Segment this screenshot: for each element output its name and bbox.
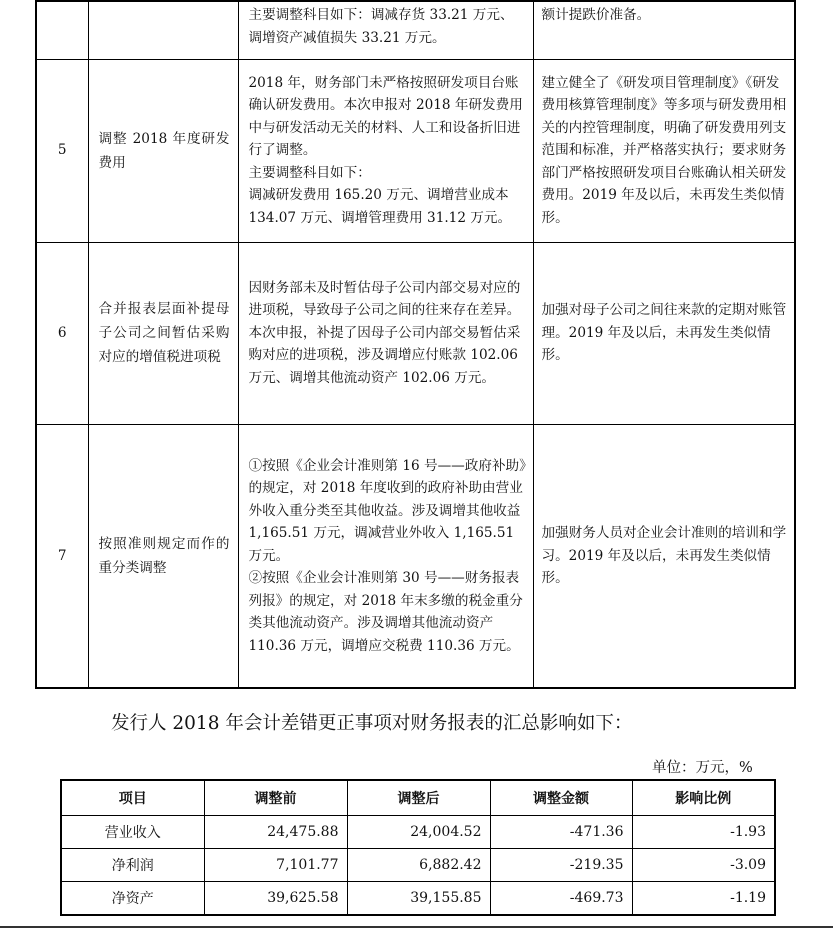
row-measure [533,424,795,688]
row-measure [533,242,795,424]
column-header: 影响比例 [632,780,775,816]
measure-paragraph: 额计提跌价准备。 [541,7,651,23]
table-row [61,882,775,916]
desc-paragraph: 主要调整科目如下：调减存货 33.21 万元、 [248,7,514,23]
cell-value: 39,625.58 [204,882,347,916]
cell-value: -1.93 [632,816,775,849]
table-row [61,816,775,849]
row-number: 5 [36,59,88,242]
desc-paragraph: 本次申报，补提了因母子公司内部交易暂估采购对应的进项税，涉及调增应付账款 102.06 万元、调增其他流动资产 102.06 万元。 [248,324,521,386]
table-row [61,849,775,882]
desc-paragraph: 调减研发费用 165.20 万元、调增营业成本 134.07 万元、调增管理费用 31.12 万元。 [248,187,512,226]
correction-table [35,0,796,689]
cell-value: 7,101.77 [204,849,347,882]
measure-paragraph: 加强财务人员对企业会计准则的培训和学习。2019 年及以后，未再发生类似情形。 [541,525,787,586]
table-row [36,1,795,59]
measure-paragraph: 加强对母子公司之间往来款的定期对账管理。2019 年及以后，未再发生类似情形。 [541,302,787,364]
cell-value: 6,882.42 [347,849,490,882]
row-number: 7 [36,424,88,688]
cell-item: 净利润 [61,849,204,882]
table-row [36,424,795,688]
cell-value: 24,475.88 [204,816,347,849]
row-description [238,242,533,424]
row-description [238,59,533,242]
cell-item: 净资产 [61,882,204,916]
desc-paragraph: ②按照《企业会计准则第 30 号——财务报表列报》的规定，对 2018 年末多缴的税金重分类其他流动资产。涉及调增其他流动资产 110.36 万元，调增应交税费 110.36 万元。 [248,570,523,654]
cell-item: 营业收入 [61,816,204,849]
desc-paragraph: 2018 年，财务部门未严格按照研发项目台账确认研发费用。本次申报对 2018 年研发费用中与研发活动无关的材料、人工和设备折旧进行了调整。 [248,74,523,159]
column-header: 项目 [61,780,204,816]
desc-paragraph: 主要调整科目如下： [248,164,371,181]
desc-paragraph: 因财务部未及时暂估母子公司内部交易对应的进项税，导致母子公司之间的往来存在差异。 [248,279,521,319]
desc-paragraph: ①按照《企业会计准则第 16 号——政府补助》的规定，对 2018 年度收到的政府补助由营业外收入重分类至其他收益。涉及调增其他收益 1,165.51 万元，调减营业外收入 1,165.51 万元。 [248,457,526,564]
cell-value: -471.36 [490,816,632,849]
column-header: 调整前 [204,780,347,816]
row-description [238,424,533,688]
row-description [238,1,533,59]
cell-value: 39,155.85 [347,882,490,916]
row-number: 6 [36,242,88,424]
table-row [36,59,795,242]
measure-paragraph: 建立健全了《研发项目管理制度》《研发费用核算管理制度》等多项与研发费用相关的内控管理制度，明确了研发费用列支范围和标准，并严格落实执行；要求财务部门严格按照研发项目台账确认相关研发费用。2019 年及以后，未再发生类似情形。 [541,74,787,226]
cell-value: -1.19 [632,882,775,916]
summary-heading: 发行人 2018 年会计差错更正事项对财务报表的汇总影响如下： [111,713,633,734]
column-header: 调整后 [347,780,490,816]
column-header: 调整金额 [490,780,632,816]
cell-value: -469.73 [490,882,632,916]
desc-paragraph: 调增资产减值损失 33.21 万元。 [248,29,446,46]
cell-value: -219.35 [490,849,632,882]
unit-label: 单位：万元，% [652,760,753,776]
header-row [61,780,775,816]
cell-value: -3.09 [632,849,775,882]
row-item: 合并报表层面补提母子公司之间暂估采购对应的增值税进项税 [88,242,238,424]
row-measure [533,59,795,242]
row-number [36,1,88,59]
row-item: 调整 2018 年度研发费用 [88,59,238,242]
row-item: 按照准则规定而作的重分类调整 [88,424,238,688]
table-row [36,242,795,424]
row-item [88,1,238,59]
cell-value: 24,004.52 [347,816,490,849]
row-measure [533,1,795,59]
summary-table [60,779,776,916]
